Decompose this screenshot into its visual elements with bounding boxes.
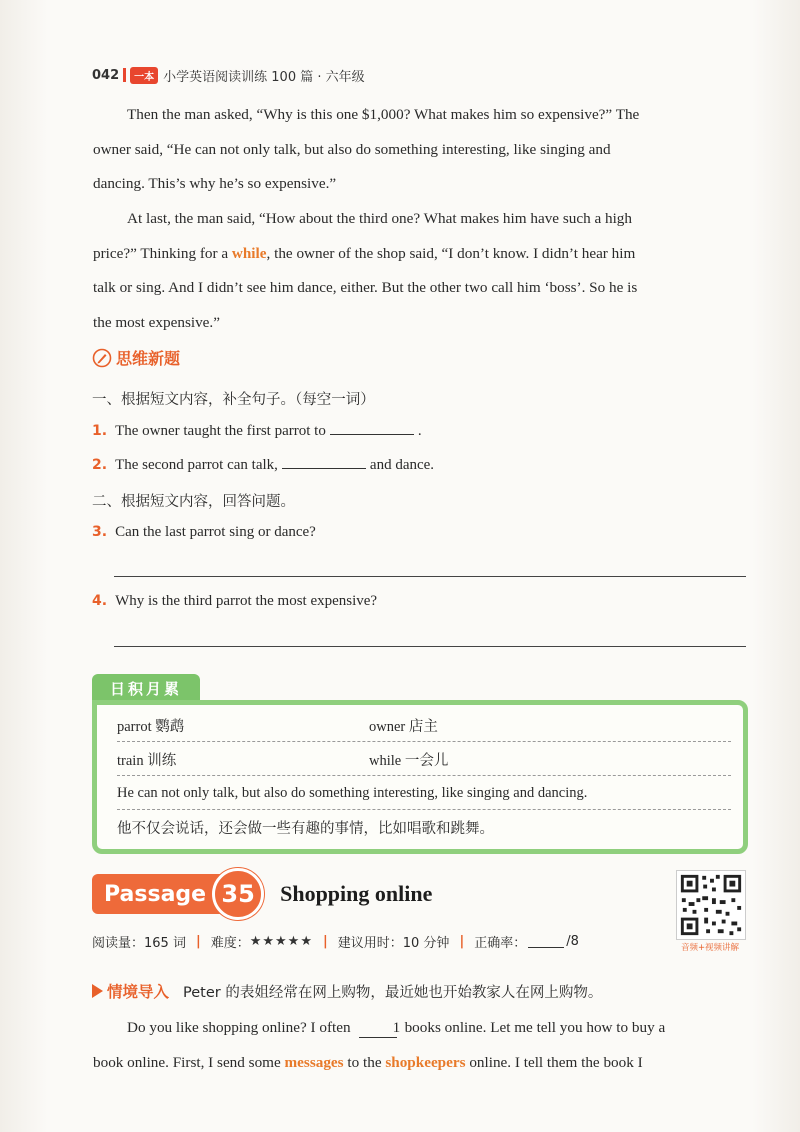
- question-4: 4. Why is the third parrot the most expensive?: [92, 593, 378, 609]
- vocab-row: parrot 鹦鹉 owner 店主: [117, 709, 731, 742]
- header-divider: [123, 68, 126, 82]
- question-1: 1. The owner taught the first parrot to .: [92, 423, 422, 439]
- passage-text: Do you like shopping online? I often 1 books online. Let me tell you how to buy a book online. First, I send some messages to the shopkeepers online. I tell them the book I: [93, 1019, 666, 1071]
- thinking-section-title: 思维新题: [92, 346, 180, 369]
- intro-line: 情境导入 Peter 的表姐经常在网上购物，最近她也开始教家人在网上购物。: [92, 980, 602, 1002]
- passage-info-bar: 阅读量：165 词 | 难度： ★★★★★ | 建议用时：10 分钟 | 正确率： /8: [92, 934, 579, 951]
- answer-blank-1[interactable]: [330, 421, 414, 435]
- part1-instruction: 一、根据短文内容，补全句子。（每空一词）: [92, 392, 375, 408]
- qr-label: 音频+视频讲解: [680, 943, 740, 953]
- vocab-sentence-en: He can not only talk, but also do something interesting, like singing and dancing.: [117, 777, 731, 810]
- story-paragraph-1: Then the man asked, “Why is this one $1,000? What makes him so expensive?” The owner said, “He can not only talk, but also do something interesting, like singing and dancing. This’s why he’s so expensive.”: [93, 106, 640, 192]
- info-separator: |: [195, 934, 201, 949]
- passage-tag: Passage: [92, 874, 226, 914]
- brand-logo: 一本: [130, 67, 158, 84]
- word-count: 阅读量：165 词: [92, 936, 186, 951]
- vocab-box: [92, 700, 748, 854]
- page-number: 042: [92, 67, 120, 83]
- answer-line-4[interactable]: [114, 646, 746, 647]
- vocab-sentence-cn: 他不仅会说话，还会做一些有趣的事情，比如唱歌和跳舞。: [117, 821, 494, 837]
- question-3: 3. Can the last parrot sing or dance?: [92, 524, 316, 540]
- part2-instruction: 二、根据短文内容，回答问题。: [92, 494, 295, 510]
- accuracy-blank[interactable]: [528, 936, 564, 948]
- keyword-shopkeepers: shopkeepers: [385, 1053, 466, 1071]
- keyword-messages: messages: [284, 1053, 344, 1071]
- passage-blank-1[interactable]: 1: [359, 1019, 397, 1038]
- answer-blank-2[interactable]: [282, 455, 366, 469]
- info-separator: |: [459, 934, 465, 949]
- vocab-tab: 日积月累: [92, 674, 200, 702]
- difficulty-stars: ★★★★★: [249, 934, 313, 949]
- vocab-row: train 训练 while 一会儿: [117, 743, 731, 776]
- intro-tag: 情境导入: [92, 980, 169, 1002]
- info-separator: |: [323, 934, 328, 949]
- passage-number: 35: [212, 868, 264, 920]
- answer-line-3[interactable]: [114, 576, 746, 577]
- page-header: [92, 64, 365, 86]
- suggested-time: 建议用时：10 分钟: [337, 936, 450, 951]
- pencil-icon: [92, 348, 112, 368]
- passage-banner: [92, 871, 432, 917]
- book-title: 小学英语阅读训练 100 篇 · 六年级: [163, 69, 365, 85]
- passage-title: Shopping online: [280, 881, 433, 906]
- keyword-while: while: [231, 244, 267, 262]
- qr-code-icon[interactable]: [676, 870, 746, 940]
- story-paragraph-2: At last, the man said, “How about the third one? What makes him have such a high price?” Thinking for a while, the owner of the shop said, “I don’t know. I didn’t hear him talk or sing. And I didn’t see him dance, either. But the other two call him ‘boss’. So he is the most expensive.”: [93, 210, 638, 331]
- triangle-icon: [92, 984, 103, 998]
- question-2: 2. The second parrot can talk, and dance.: [92, 457, 435, 473]
